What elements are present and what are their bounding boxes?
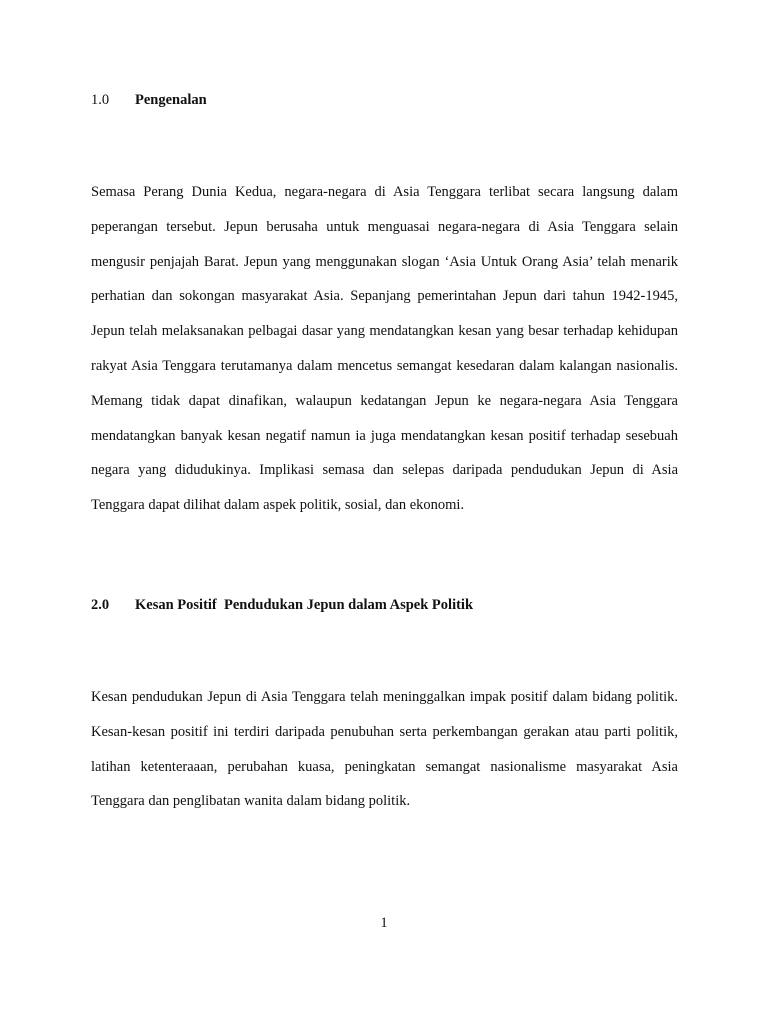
section-number: 2.0	[91, 597, 110, 613]
page-number: 1	[380, 915, 388, 931]
section-title: Kesan Positif Pendudukan Jepun dalam Aspek Politik	[135, 597, 474, 613]
section-number: 1.0	[91, 92, 110, 108]
section-paragraph-introduction: Semasa Perang Dunia Kedua, negara-negara di Asia Tenggara terlibat secara langsung dalam peperangan tersebut. Jepun berusaha untuk menguasai negara-negara di Asia Tenggara selain mengusir penjajah Barat. Jepun yang menggunakan slogan ‘Asia Untuk Orang Asia’ telah menarik perhatian dan sokongan masyarakat Asia. Sepanjang pemerintahan Jepun dari tahun 1942-1945, Jepun telah melaksanakan pelbagai dasar yang mendatangkan kesan yang besar terhadap kehidupan rakyat Asia Tenggara terutamanya dalam mencetus semangat kesedaran dalam kalangan nasionalis. Memang tidak dapat dinafikan, walaupun kedatangan Jepun ke negara-negara Asia Tenggara mendatangkan banyak kesan negatif namun ia juga mendatangkan kesan positif terhadap sesebuah negara yang didudukinya. Implikasi semasa dan selepas daripada pendudukan Jepun di Asia Tenggara dapat dilihat dalam aspek politik, sosial, dan ekonomi.	[91, 184, 678, 514]
section-heading-introduction	[91, 91, 207, 109]
section-paragraph-political-impact: Kesan pendudukan Jepun di Asia Tenggara telah meninggalkan impak positif dalam bidang politik. Kesan-kesan positif ini terdiri daripada penubuhan serta perkembangan gerakan atau parti politik, latihan ketenteraaan, perubahan kuasa, peningkatan semangat nasionalisme masyarakat Asia Tenggara dan penglibatan wanita dalam bidang politik.	[91, 689, 678, 810]
section-title: Pengenalan	[135, 92, 207, 108]
section-heading-political-impact	[91, 596, 473, 614]
